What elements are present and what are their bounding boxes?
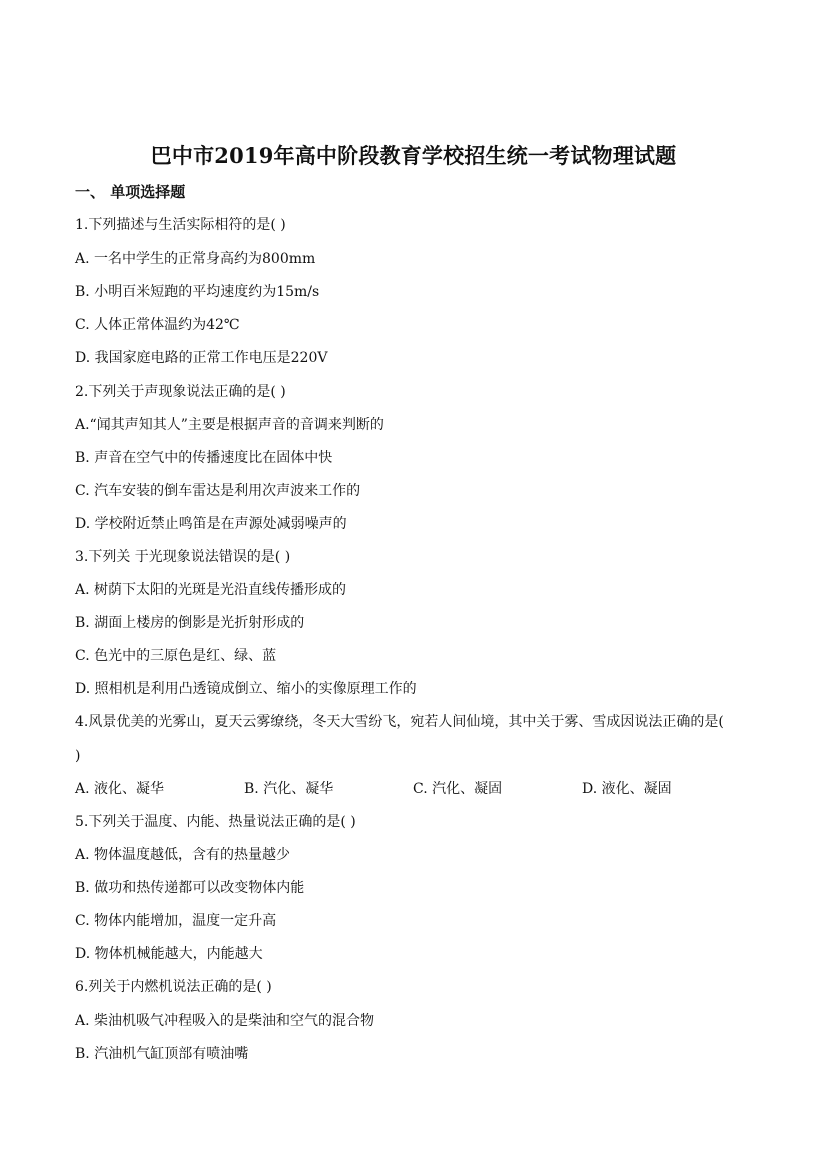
question-3-option-a: A. 树荫下太阳的光斑是光沿直线传播形成的 [75, 582, 347, 598]
question-2-option-d: D. 学校附近禁止鸣笛是在声源处减弱噪声的 [75, 516, 347, 532]
page-title: 巴中市2019年高中阶段教育学校招生统一考试物理试题 [150, 143, 677, 168]
question-1-option-b: B. 小明百米短跑的平均速度约为15m/s [75, 284, 320, 300]
question-4-option-b: B. 汽化、凝华 [244, 781, 334, 797]
question-5-option-a: A. 物体温度越低，含有的热量越少 [75, 847, 291, 863]
question-6-stem: 6.列关于内燃机说法正确的是( ) [75, 979, 272, 995]
question-3-option-b: B. 湖面上楼房的倒影是光折射形成的 [75, 615, 305, 631]
question-5-option-c: C. 物体内能增加，温度一定升高 [75, 913, 277, 929]
section-heading: 一、 单项选择题 [75, 183, 186, 201]
question-3-option-d: D. 照相机是利用凸透镜成倒立、缩小的实像原理工作的 [75, 681, 417, 697]
question-1-option-c: C. 人体正常体温约为42℃ [75, 317, 240, 333]
question-2-option-b: B. 声音在空气中的传播速度比在固体中快 [75, 450, 333, 466]
question-1-option-d: D. 我国家庭电路的正常工作电压是220V [75, 350, 328, 366]
question-4-stem: 4.风景优美的光雾山，夏天云雾缭绕，冬天大雪纷飞，宛若人间仙境，其中关于雾、雪成因说法正确的是( [75, 714, 724, 730]
question-6-option-b: B. 汽油机气缸顶部有喷油嘴 [75, 1046, 249, 1062]
question-4-option-d: D. 液化、凝固 [582, 781, 672, 797]
question-6-option-a: A. 柴油机吸气冲程吸入的是柴油和空气的混合物 [75, 1013, 375, 1029]
question-5-option-b: B. 做功和热传递都可以改变物体内能 [75, 880, 305, 896]
question-1-option-a: A. 一名中学生的正常身高约为800mm [75, 251, 316, 267]
question-2-option-c: C. 汽车安装的倒车雷达是利用次声波来工作的 [75, 483, 361, 499]
question-1-stem: 1.下列描述与生活实际相符的是( ) [75, 217, 286, 233]
question-5-stem: 5.下列关于温度、内能、热量说法正确的是( ) [75, 814, 356, 830]
question-2-stem: 2.下列关于声现象说法正确的是( ) [75, 384, 286, 400]
question-2-option-a: A.“闻其声知其人”主要是根据声音的音调来判断的 [75, 417, 384, 433]
question-3-stem: 3.下列关 于光现象说法错误的是( ) [75, 549, 291, 565]
question-4-stem-continued: ) [75, 748, 81, 764]
question-4-option-c: C. 汽化、凝固 [413, 781, 503, 797]
question-5-option-d: D. 物体机械能越大，内能越大 [75, 946, 263, 962]
question-3-option-c: C. 色光中的三原色是红、绿、蓝 [75, 648, 277, 664]
question-4-option-a: A. 液化、凝华 [75, 781, 165, 797]
